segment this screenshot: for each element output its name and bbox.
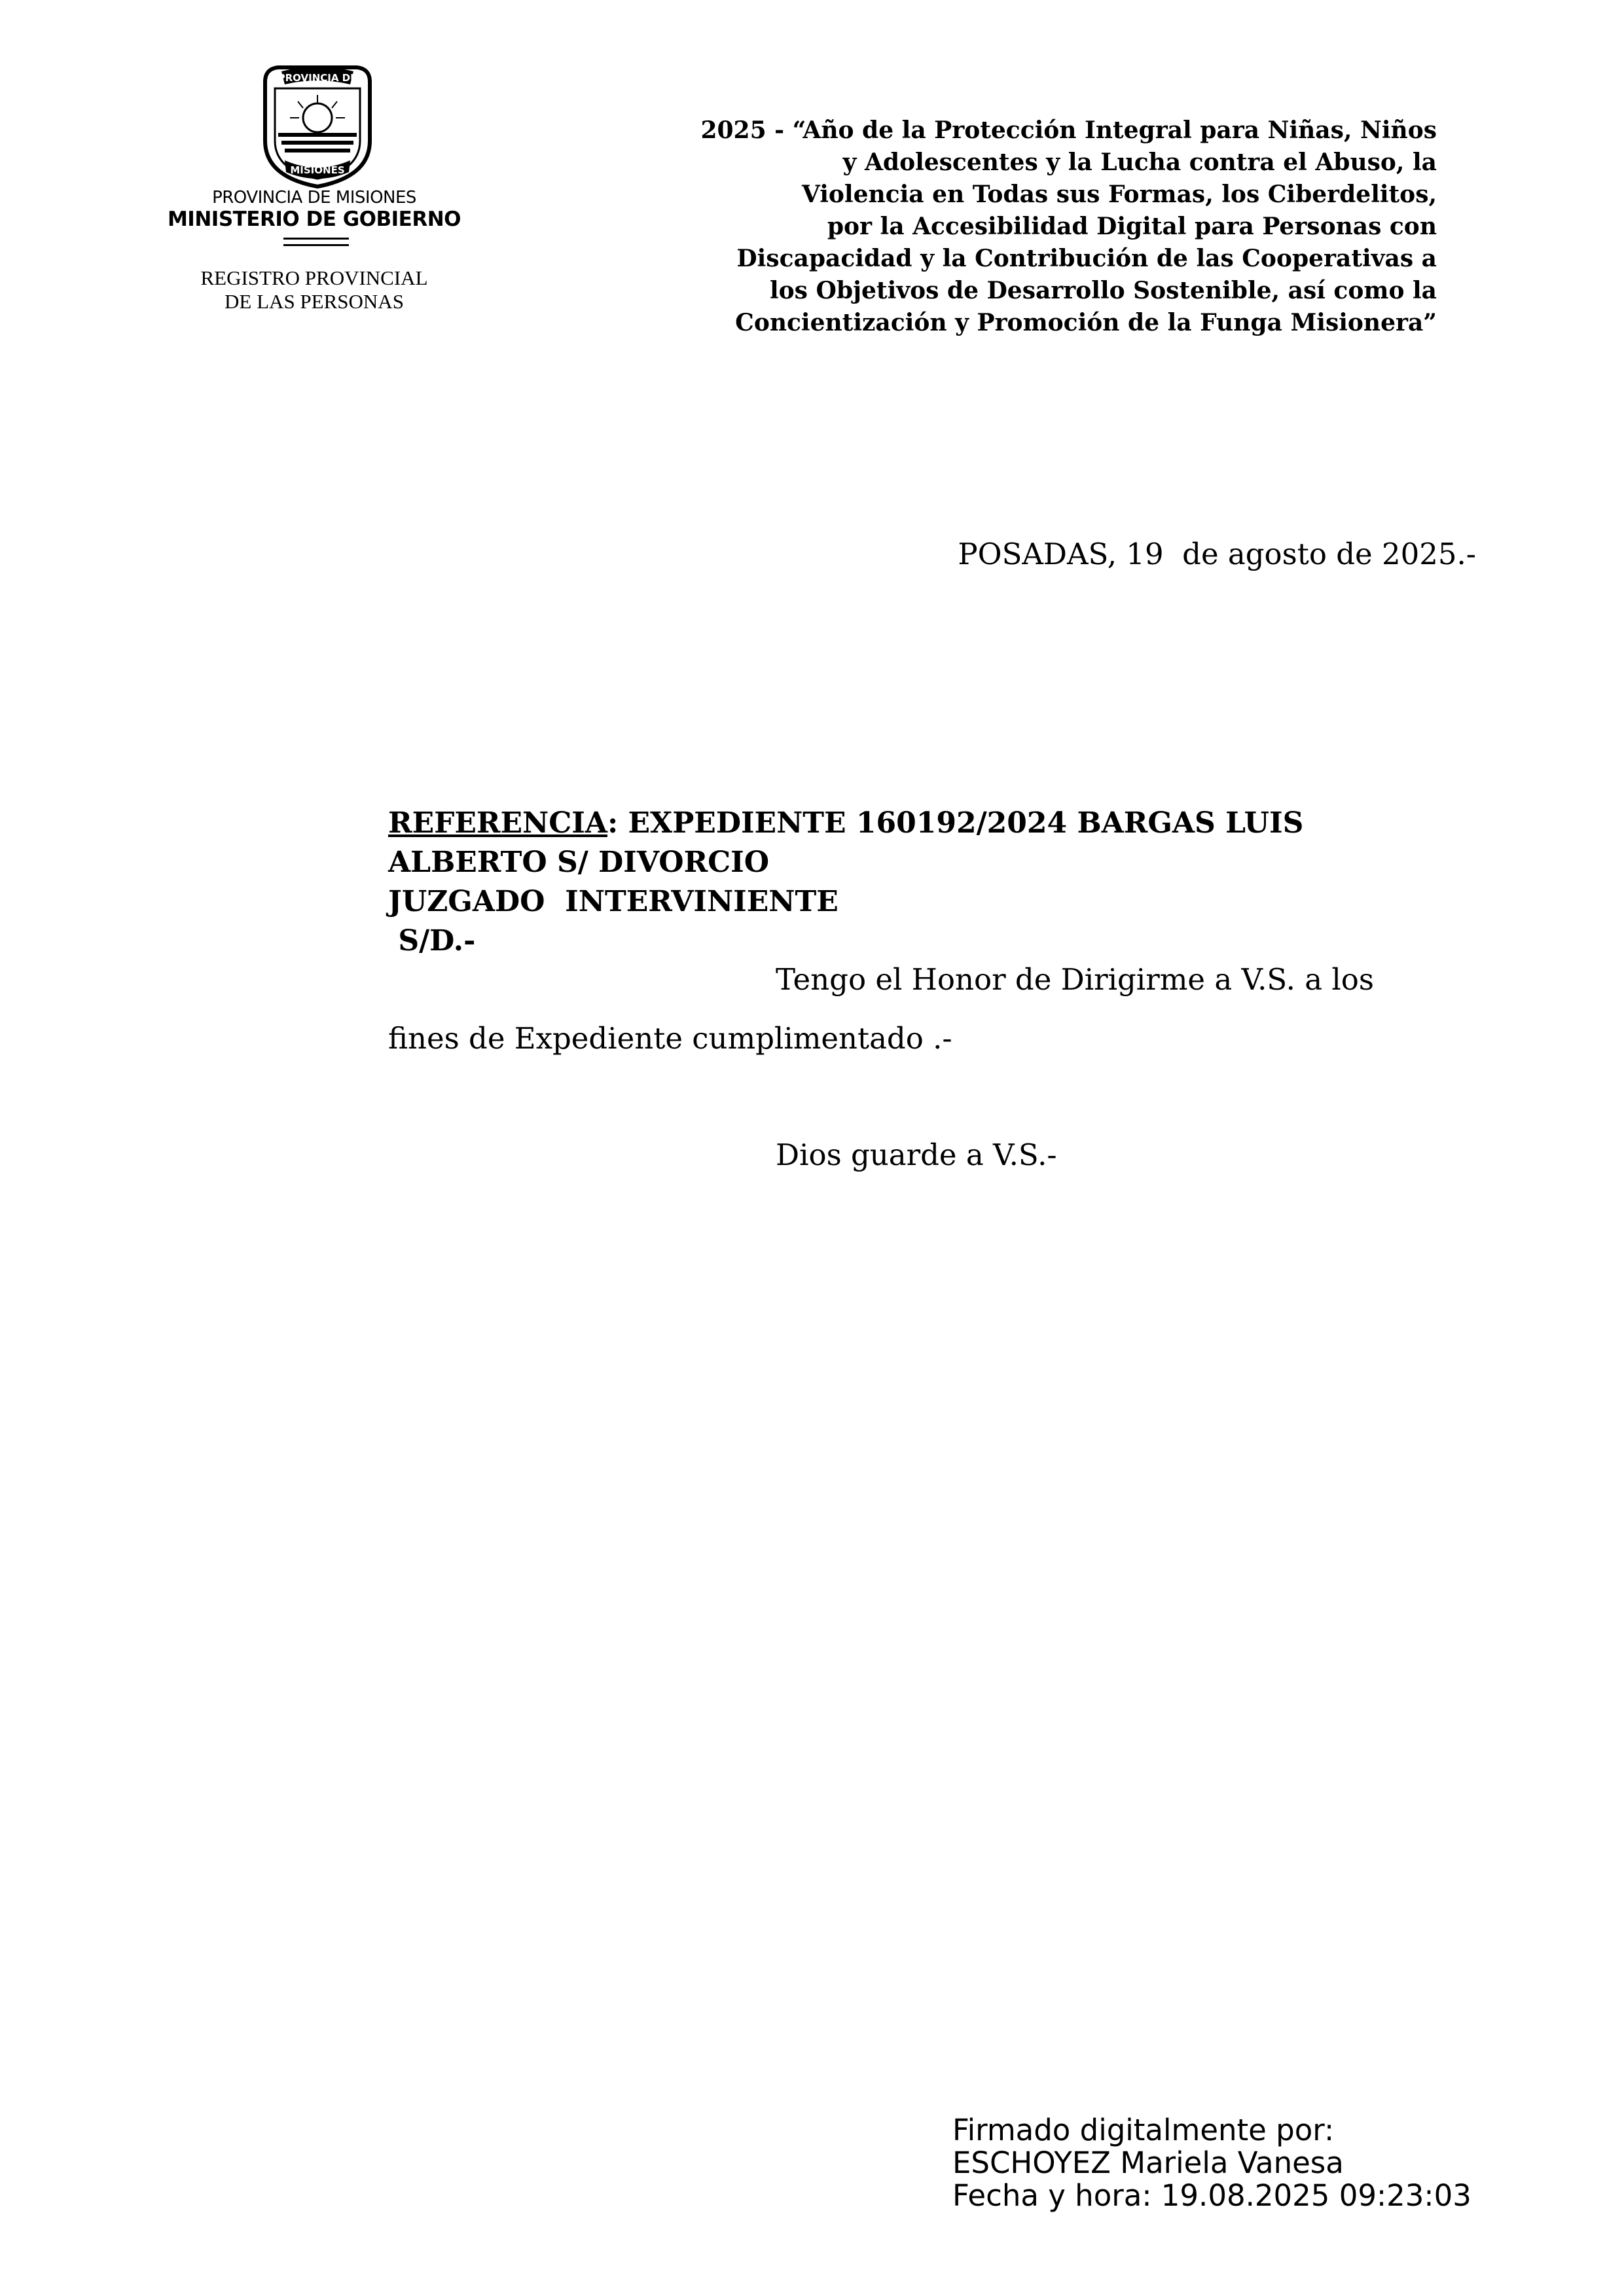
provincial-seal-icon <box>252 62 383 190</box>
reference-line-1 <box>388 804 1501 843</box>
year-motto <box>589 115 1437 339</box>
body-line-2: fines de Expediente cumplimentado .- <box>388 1021 952 1056</box>
reference-case: : EXPEDIENTE 160192/2024 BARGAS LUIS <box>607 806 1304 840</box>
reference-label: REFERENCIA <box>388 806 607 840</box>
divider <box>283 244 349 246</box>
ministry-name: MINISTERIO DE GOBIERNO <box>167 207 461 231</box>
motto-line: y Adolescentes y la Lucha contra el Abuso, la <box>842 149 1437 176</box>
closing-line: Dios guarde a V.S.- <box>776 1138 1057 1172</box>
digital-signature <box>952 2114 1471 2212</box>
body-line-1: Tengo el Honor de Dirigirme a V.S. a los <box>776 962 1374 997</box>
province-name: PROVINCIA DE MISIONES <box>212 188 416 207</box>
reference-line-4: S/D.- <box>388 924 476 958</box>
registry-line-2: DE LAS PERSONAS <box>225 290 404 313</box>
motto-line: los Objetivos de Desarrollo Sostenible, así como la <box>769 277 1437 304</box>
signer-name: ESCHOYEZ Mariela Vanesa <box>952 2145 1344 2180</box>
reference-line-2: ALBERTO S/ DIVORCIO <box>388 846 770 879</box>
motto-line: Violencia en Todas sus Formas, los Ciberdelitos, <box>801 181 1437 208</box>
motto-line: 2025 - “Año de la Protección Integral para Niñas, Niños <box>700 117 1437 144</box>
registry-line-1: REGISTRO PROVINCIAL <box>200 266 428 289</box>
seal-top-text: PROVINCIA DE <box>278 72 357 84</box>
seal-bottom-text: MISIONES <box>290 164 345 176</box>
signature-line-1: Firmado digitalmente por: <box>952 2113 1335 2147</box>
motto-line: Concientización y Promoción de la Funga Misionera” <box>735 309 1437 336</box>
reference-line-3: JUZGADO INTERVINIENTE <box>388 885 839 918</box>
motto-line: Discapacidad y la Contribución de las Cooperativas a <box>736 245 1437 272</box>
motto-line: por la Accesibilidad Digital para Personas con <box>827 213 1437 240</box>
reference-block <box>388 804 1501 961</box>
divider <box>283 238 349 240</box>
signature-timestamp: Fecha y hora: 19.08.2025 09:23:03 <box>952 2178 1471 2213</box>
institution-header <box>157 62 471 324</box>
place-date: POSADAS, 19 de agosto de 2025.- <box>958 537 1476 571</box>
